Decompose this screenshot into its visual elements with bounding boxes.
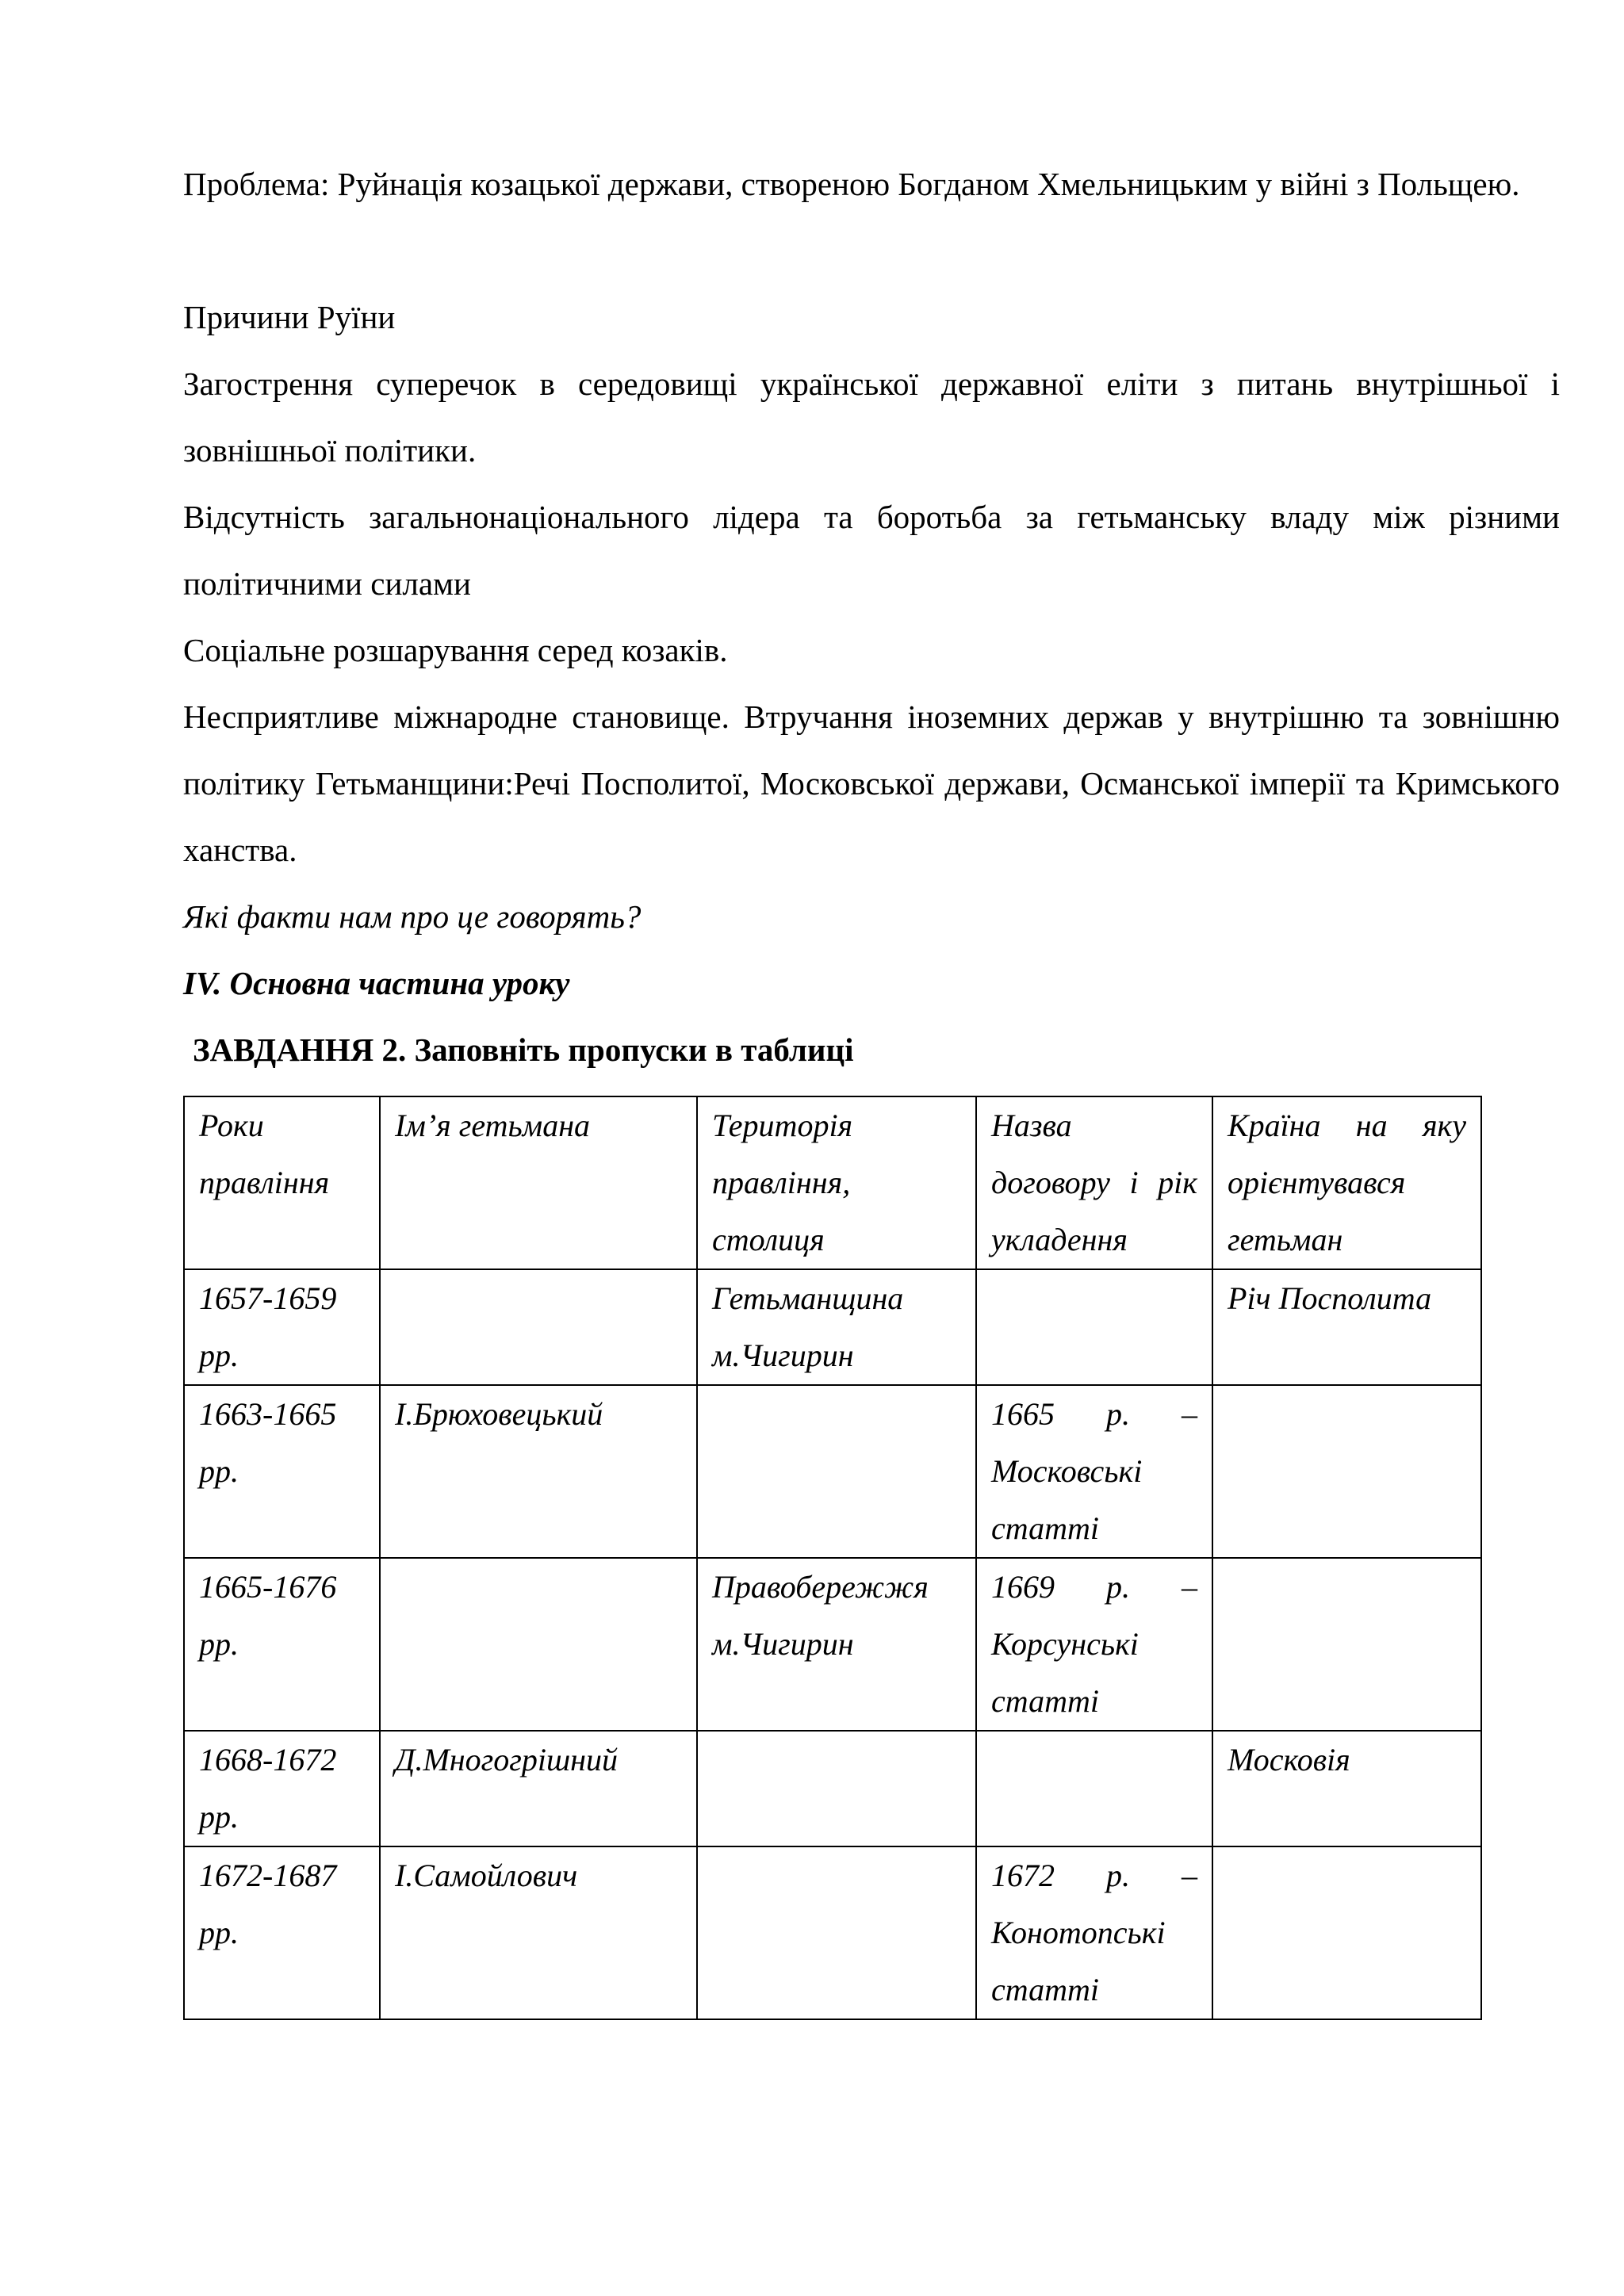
cause-paragraph-3: Соціальне розшарування серед козаків. — [183, 632, 728, 668]
cell-years: 1668-1672 рр. — [184, 1731, 380, 1846]
header-country: Країна на яку орієнтувався гетьман — [1212, 1096, 1481, 1269]
cell-treaty[interactable] — [976, 1269, 1212, 1385]
cell-territory[interactable] — [697, 1846, 976, 2019]
cause-paragraph-2: Відсутність загальнонаціонального лідера та боротьба за гетьманську владу між різними політичними силами — [183, 499, 1560, 602]
table-row — [184, 1846, 1481, 2019]
header-treaty: Назва договору і рік укладення — [976, 1096, 1212, 1269]
header-years: Роки правління — [184, 1096, 380, 1269]
cell-territory[interactable] — [697, 1731, 976, 1846]
section-heading: IV. Основна частина уроку — [183, 965, 570, 1001]
cell-years: 1663-1665 рр. — [184, 1385, 380, 1558]
cell-name: Д.Многогрішний — [380, 1731, 697, 1846]
cell-years: 1672-1687 рр. — [184, 1846, 380, 2019]
cell-country[interactable] — [1212, 1558, 1481, 1731]
cell-country: Річ Посполита — [1212, 1269, 1481, 1385]
cell-treaty: 1669 р. – Корсунські статті — [976, 1558, 1212, 1731]
cell-name: І.Самойлович — [380, 1846, 697, 2019]
header-territory: Територія правління, столиця — [697, 1096, 976, 1269]
cell-country[interactable] — [1212, 1385, 1481, 1558]
cell-name[interactable] — [380, 1558, 697, 1731]
table-header-row — [184, 1096, 1481, 1269]
cause-paragraph-4: Несприятливе міжнародне становище. Втручання іноземних держав у внутрішню та зовнішню політику Гетьманщини:Речі Посполитої, Московської держави, Османської імперії та Кримського ханства. — [183, 698, 1560, 868]
table-row — [184, 1385, 1481, 1558]
cell-territory[interactable] — [697, 1385, 976, 1558]
cell-years: 1665-1676 рр. — [184, 1558, 380, 1731]
task-heading: ЗАВДАННЯ 2. Заповніть пропуски в таблиці — [193, 1031, 854, 1068]
problem-paragraph: Проблема: Руйнація козацької держави, створеною Богданом Хмельницьким у війні з Польщею. — [183, 166, 1520, 202]
cell-name[interactable] — [380, 1269, 697, 1385]
cell-country: Московія — [1212, 1731, 1481, 1846]
cause-paragraph-1: Загострення суперечок в середовищі української державної еліти з питань внутрішньої і зовнішньої політики. — [183, 365, 1560, 469]
cell-treaty[interactable] — [976, 1731, 1212, 1846]
cell-territory: Гетьманщина м.Чигирин — [697, 1269, 976, 1385]
cell-years: 1657-1659 рр. — [184, 1269, 380, 1385]
table-row — [184, 1269, 1481, 1385]
header-name: Ім’я гетьмана — [380, 1096, 697, 1269]
hetman-table — [183, 1096, 1482, 2020]
cell-name: І.Брюховецький — [380, 1385, 697, 1558]
cell-country[interactable] — [1212, 1846, 1481, 2019]
cell-territory: Правобережжя м.Чигирин — [697, 1558, 976, 1731]
table-row — [184, 1731, 1481, 1846]
cell-treaty: 1672 р. – Конотопські статті — [976, 1846, 1212, 2019]
cell-treaty: 1665 р. – Московські статті — [976, 1385, 1212, 1558]
table-row — [184, 1558, 1481, 1731]
causes-heading: Причини Руїни — [183, 299, 396, 335]
question-line: Які факти нам про це говорять? — [183, 898, 642, 935]
